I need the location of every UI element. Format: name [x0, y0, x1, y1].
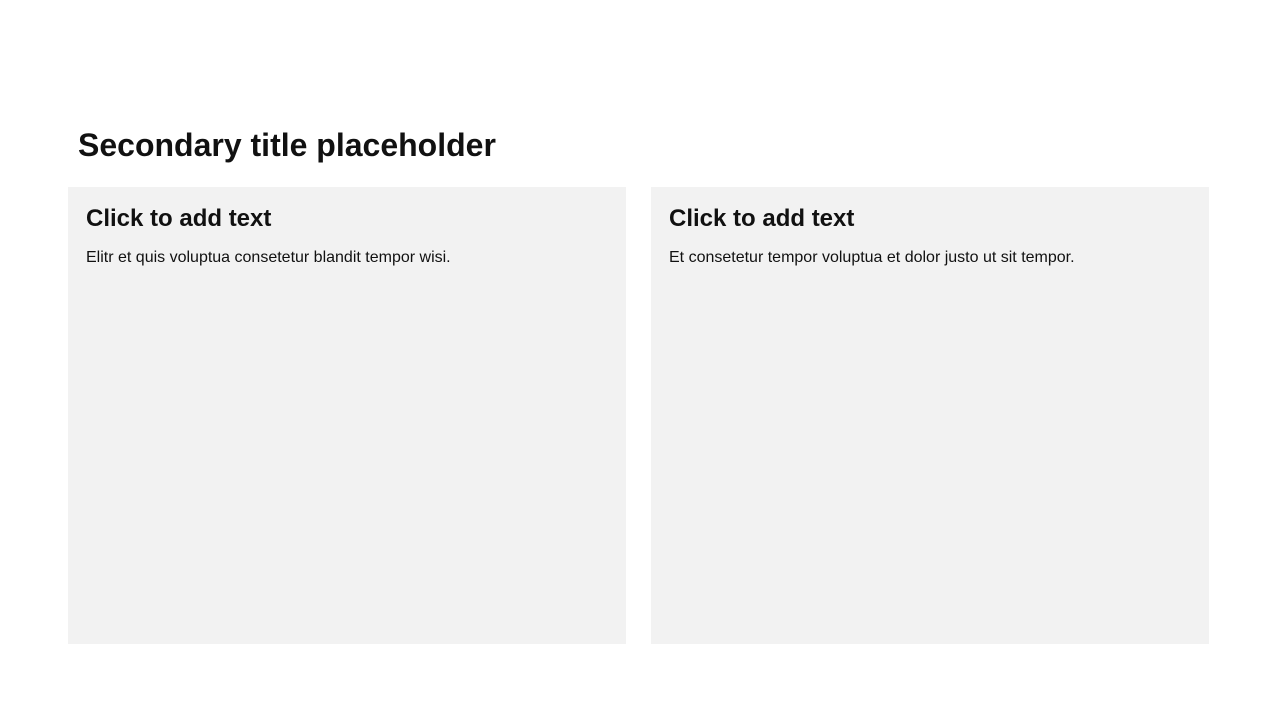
- left-content-placeholder[interactable]: [68, 187, 626, 644]
- slide-title-placeholder[interactable]: Secondary title placeholder: [78, 127, 496, 163]
- right-placeholder-body: Et consetetur tempor voluptua et dolor justo ut sit tempor.: [669, 248, 1075, 266]
- content-columns: [68, 187, 1209, 644]
- left-placeholder-body: Elitr et quis voluptua consetetur blandit tempor wisi.: [86, 248, 451, 266]
- right-placeholder-heading: Click to add text: [669, 205, 855, 232]
- right-content-placeholder[interactable]: [651, 187, 1209, 644]
- left-placeholder-heading: Click to add text: [86, 205, 272, 232]
